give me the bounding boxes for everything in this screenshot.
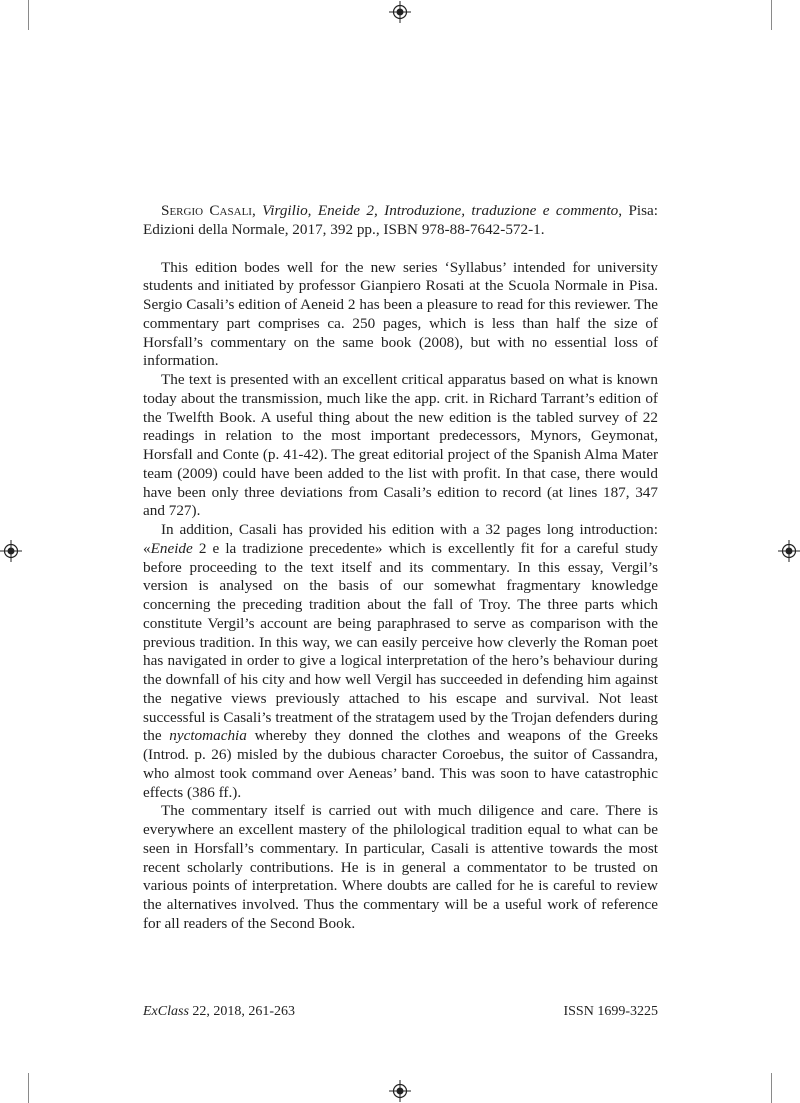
paragraph-3-text: 2 e la tradizione precedente» which is excellently fit for a careful study before proceeding to the text itself and its commentary. In this essay, Vergil’s version is analysed on the basis of our somewhat fragmentary knowledge concerning the preceding tradition about the fall of Troy. The three parts which constitute Vergil’s account are being paraphrased to serve as comparison with the previous tradition. In this way, we can easily perceive how cleverly the Roman poet has navigated in order to give a logical interpretation of the hero’s behaviour during the downfall of his city and how well Vergil has succeeded in defending him against the negative views previously attached to his escape and survival. Not least successful is Casali’s treatment of the stratagem used by the Trojan defenders during the [143,539,658,745]
paragraph-3 [143,521,658,802]
paragraph-3-text: In addition, Casali has provided his edition with a 32 pages long introduction: « [143,521,658,557]
crop-mark-top-left [28,0,29,30]
registration-mark-icon [389,1080,411,1102]
bibliographic-entry: Sergio Casali, Virgilio, Eneide 2, Introduzione, traduzione e commento, Pisa: Edizioni della Normale, 2017, 392 pp., ISBN 978-88-7642-572-1. [143,202,658,238]
review-body [143,202,658,934]
journal-name: ExClass [143,1004,189,1019]
crop-mark-top-right [771,0,772,30]
paragraph-3-text: whereby they donned the clothes and weapons of the Greeks (Introd. p. 26) misled by the dubious character Coroebus, the suitor of Cassandra, who almost took command over Aeneas’ band. This was soon to have catastrophic effects (386 ff.). [143,727,658,801]
paragraph-3-italic-title: Eneide [150,539,193,557]
registration-mark-icon [778,540,800,562]
paragraph-2: The text is presented with an excellent critical apparatus based on what is known today about the transmission, much like the app. crit. in Richard Tarrant’s edition of the Twelfth Book. A useful thing about the new edition is the tabled survey of 22 readings in relation to the most important predecessors, Mynors, Geymonat, Horsfall and Conte (p. 41-42). The great editorial project of the Spanish Alma Mater team (2009) could have been added to the list with profit. In that case, there would have been only three deviations from Casali’s edition to record (at lines 187, 347 and 727). [143,371,658,520]
issn: ISSN 1699-3225 [563,1004,658,1019]
review-author: Sergio Casali [161,202,252,219]
paragraph-1: This edition bodes well for the new series ‘Syllabus’ intended for university students and initiated by professor Gianpiero Rosati at the Scuola Normale in Pisa. Sergio Casali’s edition of Aeneid 2 has been a pleasure to read for this reviewer. The commentary part comprises ca. 250 pages, which is less than half the size of Horsfall’s commentary on the same book (2008), but with no essential loss of information. [143,258,658,370]
registration-mark-icon [0,540,22,562]
registration-mark-icon [389,1,411,23]
review-publication-info: Pisa: Edizioni della Normale, 2017, 392 pp., ISBN 978-88-7642-572-1. [143,202,658,238]
page-footer [143,1004,658,1020]
paragraph-4: The commentary itself is carried out with much diligence and care. There is everywhere an excellent mastery of the philological tradition equal to what can be seen in Horsfall’s commentary. In particular, Casali is attentive towards the most recent scholarly contributions. He is in general a commentator to be trusted on various points of interpretation. Where doubts are called for he is careful to review the alternatives involved. Thus the commentary will be a useful work of reference for all readers of the Second Book. [143,802,658,932]
journal-volume-pages: 22, 2018, 261-263 [188,1004,296,1019]
journal-citation [143,1004,295,1020]
paragraph-3-italic-term: nyctomachia [169,727,247,745]
crop-mark-bottom-right [771,1073,772,1103]
crop-mark-bottom-left [28,1073,29,1103]
review-book-title: Virgilio, Eneide 2, Introduzione, traduzione e commento [262,202,619,219]
